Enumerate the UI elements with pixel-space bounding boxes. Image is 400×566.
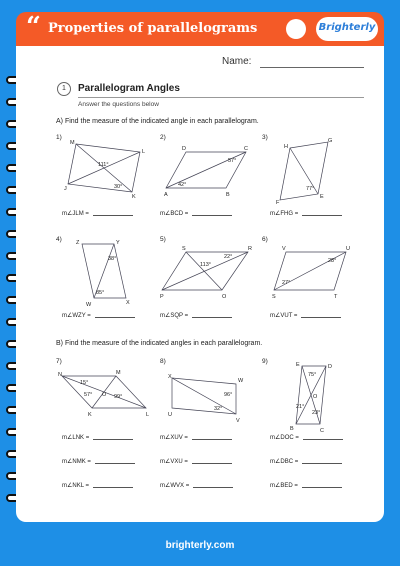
vertex-label: W bbox=[238, 378, 244, 384]
angle-label: 77° bbox=[306, 186, 315, 192]
answer-label: m∠VUT = bbox=[270, 313, 298, 319]
worksheet-page bbox=[16, 46, 384, 522]
answer-row bbox=[62, 458, 135, 465]
name-field[interactable] bbox=[260, 67, 364, 68]
section-divider bbox=[78, 97, 364, 98]
vertex-label: B bbox=[226, 192, 230, 198]
vertex-label: S bbox=[182, 246, 186, 252]
name-label: Name: bbox=[222, 56, 252, 67]
parallelogram-figure-8 bbox=[166, 372, 246, 422]
answer-blank[interactable] bbox=[302, 215, 342, 216]
footer-link[interactable]: brighterly.com bbox=[165, 540, 235, 551]
parallelogram-figure-9 bbox=[290, 362, 336, 432]
answer-label: m∠WVX = bbox=[160, 483, 190, 489]
answer-row bbox=[62, 482, 133, 489]
angle-label: 111° bbox=[98, 162, 109, 168]
vertex-label: G bbox=[328, 138, 333, 144]
vertex-label: Q bbox=[222, 294, 227, 298]
problem-number: 9) bbox=[262, 358, 268, 365]
vertex-label: V bbox=[282, 246, 286, 252]
answer-label: m∠SQP = bbox=[160, 313, 189, 319]
vertex-label: B bbox=[290, 426, 294, 432]
parallelogram-figure-4 bbox=[72, 238, 134, 306]
parallelogram-figure-2 bbox=[164, 146, 250, 198]
vertex-label: Y bbox=[116, 240, 120, 246]
answer-row bbox=[270, 482, 342, 489]
problem-number: 3) bbox=[262, 134, 268, 141]
answer-blank[interactable] bbox=[302, 463, 342, 464]
vertex-label: M bbox=[116, 370, 121, 376]
angle-label: 75° bbox=[308, 372, 317, 378]
angle-label: O bbox=[313, 394, 318, 400]
answer-blank[interactable] bbox=[303, 439, 343, 440]
problem-number: 7) bbox=[56, 358, 62, 365]
vertex-label: U bbox=[346, 246, 350, 252]
answer-row bbox=[62, 312, 135, 319]
vertex-label: F bbox=[276, 200, 280, 204]
parallelogram-figure-7 bbox=[58, 370, 152, 420]
part-b-instruction: B) Find the measure of the indicated angles in each parallelogram. bbox=[56, 340, 263, 347]
answer-label: m∠XUV = bbox=[160, 435, 188, 441]
angle-label: 15° bbox=[80, 380, 89, 386]
angle-label: 23° bbox=[312, 410, 321, 416]
angle-label: 42° bbox=[178, 182, 187, 188]
answer-label: m∠DOC = bbox=[270, 435, 299, 441]
section-title: Parallelogram Angles bbox=[78, 83, 180, 94]
vertex-label: L bbox=[146, 412, 150, 418]
answer-blank[interactable] bbox=[192, 463, 232, 464]
answer-row bbox=[62, 210, 133, 217]
brighterly-logo bbox=[316, 17, 378, 41]
answer-row bbox=[160, 482, 233, 489]
parallelogram-figure-1 bbox=[64, 138, 148, 198]
problem-number: 6) bbox=[262, 236, 268, 243]
problem-number: 2) bbox=[160, 134, 166, 141]
angle-label: 113° bbox=[200, 262, 211, 268]
answer-label: m∠WZY = bbox=[62, 313, 91, 319]
vertex-label: U bbox=[168, 412, 172, 418]
vertex-label: V bbox=[236, 418, 240, 422]
parallelogram-figure-6 bbox=[272, 246, 354, 300]
answer-row bbox=[270, 458, 342, 465]
answer-label: m∠VXU = bbox=[160, 459, 188, 465]
vertex-label: C bbox=[320, 428, 324, 432]
answer-row bbox=[270, 312, 341, 319]
answer-row bbox=[270, 210, 342, 217]
part-a-instruction: A) Find the measure of the indicated angle in each parallelogram. bbox=[56, 118, 259, 125]
answer-label: m∠JLM = bbox=[62, 211, 89, 217]
answer-label: m∠NMK = bbox=[62, 459, 91, 465]
quote-icon: “ bbox=[26, 12, 41, 42]
vertex-label: J bbox=[64, 186, 67, 192]
problem-number: 4) bbox=[56, 236, 62, 243]
answer-label: m∠NKL = bbox=[62, 483, 89, 489]
answer-label: m∠FHG = bbox=[270, 211, 299, 217]
answer-row bbox=[160, 210, 232, 217]
section-subtitle: Answer the questions below bbox=[78, 101, 159, 108]
angle-label: 21° bbox=[296, 404, 305, 410]
problem-number: 8) bbox=[160, 358, 166, 365]
angle-label: 28° bbox=[328, 258, 337, 264]
answer-label: m∠DBC = bbox=[270, 459, 299, 465]
answer-blank[interactable] bbox=[93, 215, 133, 216]
angle-label: 38° bbox=[108, 256, 117, 262]
angle-label: 57° bbox=[84, 392, 93, 398]
vertex-label: H bbox=[284, 144, 288, 150]
worksheet-title: Properties of parallelograms bbox=[48, 21, 258, 36]
vertex-label: X bbox=[168, 374, 172, 380]
problem-number: 5) bbox=[160, 236, 166, 243]
answer-label: m∠BCD = bbox=[160, 211, 189, 217]
vertex-label: Z bbox=[76, 240, 80, 246]
angle-label: 32° bbox=[214, 406, 223, 412]
section-number: 1 bbox=[57, 82, 71, 96]
answer-blank[interactable] bbox=[301, 317, 341, 318]
vertex-label: M bbox=[70, 140, 75, 146]
parallelogram-figure-5 bbox=[160, 246, 254, 298]
circle-icon bbox=[286, 19, 306, 39]
vertex-label: X bbox=[126, 300, 130, 306]
vertex-label: P bbox=[160, 294, 164, 298]
worksheet-header bbox=[16, 12, 384, 46]
angle-label: 22° bbox=[224, 254, 233, 260]
angle-label: 85° bbox=[96, 290, 105, 296]
answer-blank[interactable] bbox=[193, 487, 233, 488]
vertex-label: A bbox=[164, 192, 168, 198]
vertex-label: D bbox=[328, 364, 332, 370]
angle-label: 96° bbox=[224, 392, 233, 398]
vertex-label: T bbox=[334, 294, 338, 300]
answer-blank[interactable] bbox=[302, 487, 342, 488]
answer-row bbox=[160, 312, 232, 319]
answer-row bbox=[270, 434, 343, 441]
answer-label: m∠BED = bbox=[270, 483, 298, 489]
answer-blank[interactable] bbox=[95, 463, 135, 464]
answer-blank[interactable] bbox=[192, 215, 232, 216]
vertex-label: K bbox=[88, 412, 92, 418]
angle-label: 27° bbox=[282, 280, 291, 286]
problem-number: 1) bbox=[56, 134, 62, 141]
angle-label: 57° bbox=[228, 158, 237, 164]
vertex-label: W bbox=[86, 302, 92, 306]
logo-text: Brighterly bbox=[318, 22, 376, 33]
answer-blank[interactable] bbox=[95, 317, 135, 318]
angle-label: O bbox=[102, 392, 107, 398]
answer-blank[interactable] bbox=[192, 439, 232, 440]
answer-blank[interactable] bbox=[93, 439, 133, 440]
answer-row bbox=[160, 434, 232, 441]
vertex-label: K bbox=[132, 194, 136, 198]
vertex-label: S bbox=[272, 294, 276, 300]
vertex-label: E bbox=[320, 194, 324, 200]
vertex-label: C bbox=[244, 146, 248, 152]
answer-blank[interactable] bbox=[192, 317, 232, 318]
answer-blank[interactable] bbox=[93, 487, 133, 488]
vertex-label: N bbox=[58, 372, 62, 378]
vertex-label: R bbox=[248, 246, 252, 252]
vertex-label: E bbox=[296, 362, 300, 368]
angle-label: 30° bbox=[114, 184, 123, 190]
parallelogram-figure-3 bbox=[276, 138, 336, 204]
angle-label: 99° bbox=[114, 394, 123, 400]
vertex-label: D bbox=[182, 146, 186, 152]
answer-row bbox=[160, 458, 232, 465]
vertex-label: L bbox=[142, 149, 146, 155]
answer-label: m∠LNK = bbox=[62, 435, 90, 441]
answer-row bbox=[62, 434, 133, 441]
